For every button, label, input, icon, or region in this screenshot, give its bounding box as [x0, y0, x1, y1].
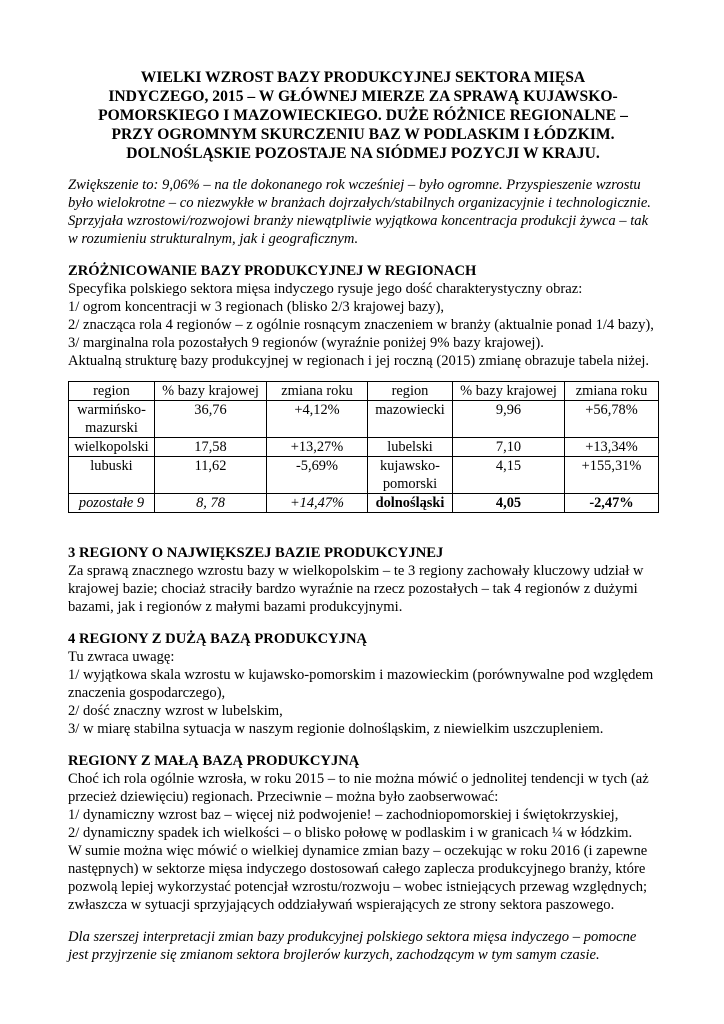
- table-cell-region: lubelski: [368, 438, 453, 457]
- section-heading-small-regions: REGIONY Z MAŁĄ BAZĄ PRODUKCYJNĄ: [68, 753, 360, 769]
- paragraph-line: przecież dziewięciu) regionach. Przeciwnie – można było zaobserwować:: [68, 789, 499, 805]
- table-cell-region: lubuski: [69, 457, 155, 494]
- paragraph-line: Tu zwraca uwagę:: [68, 649, 175, 665]
- regional-base-table: [68, 381, 659, 513]
- paragraph-line: Za sprawą znacznego wzrostu bazy w wielkopolskim – te 3 regiony zachowały kluczowy udział w: [68, 563, 644, 579]
- table-cell-share: 4,15: [453, 457, 565, 494]
- section-heading-regional-diversity: ZRÓŻNICOWANIE BAZY PRODUKCYJNEJ W REGIONACH: [68, 263, 477, 279]
- intro-line: było wielokrotne – co niezwykłe w branżach dojrzałych/stabilnych organizacyjnie i technologicznie.: [68, 195, 651, 211]
- intro-paragraph: [68, 176, 658, 248]
- title-line: WIELKI WZROST BAZY PRODUKCYJNEJ SEKTORA MIĘSA: [140, 69, 586, 86]
- table-cell-region: wielkopolski: [69, 438, 155, 457]
- cell-text: pomorski: [382, 476, 438, 492]
- table-cell-change: -5,69%: [267, 457, 368, 494]
- intro-line: Sprzyjała wzrostowi/rozwojowi branży niewątpliwie wyjątkowa koncentracja produkcji żywca – tak: [68, 213, 649, 229]
- paragraph-line: zwłaszcza w sytuacji sprzyjających oddziaływań wspierających ze strony sektora paszowego.: [68, 897, 615, 913]
- closing-line: Dla szerszej interpretacji zmian bazy produkcyjnej polskiego sektora mięsa indyczego – pomocne: [68, 929, 637, 945]
- table-header-cell: % bazy krajowej: [155, 382, 267, 401]
- paragraph-line: 2/ znacząca rola 4 regionów – z ogólnie rosnącym znaczeniem w branży (aktualnie ponad 1/4 bazy),: [68, 317, 654, 333]
- cell-text: mazurski: [85, 420, 138, 436]
- paragraph-line: 1/ ogrom koncentracji w 3 regionach (blisko 2/3 krajowej bazy),: [68, 299, 445, 315]
- section-heading-three-regions: 3 REGIONY O NAJWIĘKSZEJ BAZIE PRODUKCYJNEJ: [68, 545, 444, 561]
- table-header-cell: zmiana roku: [267, 382, 368, 401]
- table-cell-change: -2,47%: [565, 494, 659, 513]
- paragraph-line: 2/ dość znaczny wzrost w lubelskim,: [68, 703, 283, 719]
- table-cell-region: mazowiecki: [368, 401, 453, 438]
- table-cell-region: pozostałe 9: [69, 494, 155, 513]
- table-cell-share: 36,76: [155, 401, 267, 438]
- table-cell-change: +4,12%: [267, 401, 368, 438]
- table-cell-change: +56,78%: [565, 401, 659, 438]
- closing-line: jest przyjrzenie się zmianom sektora brojlerów kurzych, zachodzącym w tym samym czasie.: [68, 947, 600, 963]
- table-header-cell: zmiana roku: [565, 382, 659, 401]
- table-cell-change: +14,47%: [267, 494, 368, 513]
- table-row: [69, 438, 659, 457]
- table-cell-change: +13,34%: [565, 438, 659, 457]
- table-cell-change: +155,31%: [565, 457, 659, 494]
- document-page: [68, 68, 658, 964]
- title-line: PRZY OGROMNYM SKURCZENIU BAZ W PODLASKIM I ŁÓDZKIM.: [111, 126, 615, 143]
- table-cell-share: 11,62: [155, 457, 267, 494]
- paragraph-line: 1/ dynamiczny wzrost baz – więcej niż podwojenie! – zachodniopomorskiej i świętokrzyskiej,: [68, 807, 619, 823]
- paragraph-line: znaczenia gospodarczego),: [68, 685, 226, 701]
- paragraph-line: 1/ wyjątkowa skala wzrostu w kujawsko-pomorskim i mazowieckim (porównywalne pod względem: [68, 667, 654, 683]
- paragraph-line: Specyfika polskiego sektora mięsa indyczego rysuje jego dość charakterystyczny obraz:: [68, 281, 583, 297]
- paragraph-line: 3/ marginalna rola pozostałych 9 regionów (wyraźnie poniżej 9% bazy krajowej).: [68, 335, 544, 351]
- title-line: POMORSKIEGO I MAZOWIECKIEGO. DUŻE RÓŻNICE REGIONALNE –: [98, 107, 628, 124]
- paragraph-line: krajowej bazie; chociaż straciły bardzo wyraźnie na rzecz pozostałych – tak 4 regionów z dużymi: [68, 581, 638, 597]
- title-line: DOLNOŚLĄSKIE POZOSTAJE NA SIÓDMEJ POZYCJI W KRAJU.: [126, 145, 600, 162]
- table-header-row: [69, 382, 659, 401]
- title-line: INDYCZEGO, 2015 – W GŁÓWNEJ MIERZE ZA SPRAWĄ KUJAWSKO-: [108, 88, 618, 105]
- section4-paragraph: [68, 770, 658, 914]
- table-cell-region: dolnośląski: [368, 494, 453, 513]
- cell-text: warmińsko-: [77, 402, 146, 418]
- table-cell-share: 4,05: [453, 494, 565, 513]
- paragraph-line: 3/ w miarę stabilna sytuacja w naszym regionie dolnośląskim, z niewielkim uszczupleniem.: [68, 721, 604, 737]
- section1-paragraph: [68, 280, 658, 370]
- section3-paragraph: [68, 648, 658, 738]
- paragraph-line: Aktualną strukturę bazy produkcyjnej w regionach i jej roczną (2015) zmianę obrazuje tabela niżej.: [68, 353, 650, 369]
- paragraph-line: 2/ dynamiczny spadek ich wielkości – o blisko połowę w podlaskim i w granicach ¼ w łódzkim.: [68, 825, 633, 841]
- table-header-cell: region: [368, 382, 453, 401]
- table-header-cell: region: [69, 382, 155, 401]
- section2-paragraph: [68, 562, 658, 616]
- table-cell-share: 17,58: [155, 438, 267, 457]
- paragraph-line: następnych) w sektorze mięsa indyczego dostosowań całego zaplecza produkcyjnego branży, które: [68, 861, 646, 877]
- table-cell-region: [368, 457, 453, 494]
- paragraph-line: pozwolą lepiej wykorzystać potencjał wzrostu/rozwoju – wobec istniejących przewag względnych;: [68, 879, 648, 895]
- table-row: [69, 401, 659, 438]
- section-heading-four-regions: 4 REGIONY Z DUŻĄ BAZĄ PRODUKCYJNĄ: [68, 631, 368, 647]
- paragraph-line: bazami, jak i regionów z małymi bazami produkcyjnymi.: [68, 599, 403, 615]
- intro-line: w rozumieniu strukturalnym, jak i geograficznym.: [68, 231, 359, 247]
- paragraph-line: W sumie można więc mówić o wielkiej dynamice zmian bazy – oczekując w roku 2016 (i zapewne: [68, 843, 648, 859]
- paragraph-line: Choć ich rola ogólnie wzrosła, w roku 2015 – to nie można mówić o jednolitej tendencji w tych (aż: [68, 771, 649, 787]
- table-header-cell: % bazy krajowej: [453, 382, 565, 401]
- table-cell-change: +13,27%: [267, 438, 368, 457]
- intro-line: Zwiększenie to: 9,06% – na tle dokonanego rok wcześniej – było ogromne. Przyspieszenie wzrostu: [68, 177, 641, 193]
- table-cell-share: 7,10: [453, 438, 565, 457]
- table-cell-region: [69, 401, 155, 438]
- table-cell-share: 8, 78: [155, 494, 267, 513]
- table-cell-share: 9,96: [453, 401, 565, 438]
- document-title: [68, 68, 658, 163]
- cell-text: kujawsko-: [380, 458, 440, 474]
- table-row: [69, 494, 659, 513]
- table-row: [69, 457, 659, 494]
- closing-paragraph: [68, 928, 658, 964]
